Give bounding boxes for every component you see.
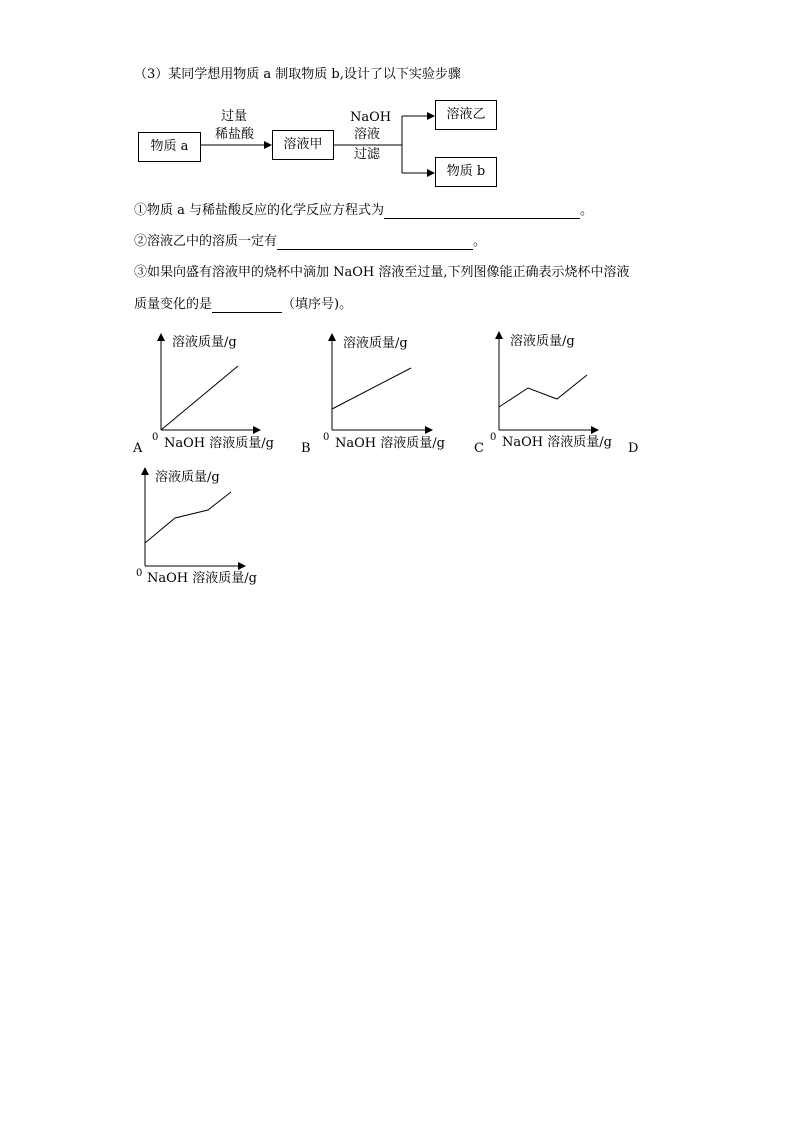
arrow2-label-line2: 溶液 [354, 127, 381, 142]
graph-c-xlabel: NaOH 溶液质量/g [502, 435, 612, 450]
graph-a-ylabel: 溶液质量/g [172, 335, 237, 350]
question-3-text: 质量变化的是 [134, 297, 213, 312]
question-2-end: 。 [473, 234, 487, 249]
question-3-line2 [134, 297, 352, 313]
graph-a-line [161, 366, 238, 430]
option-c-label: C [474, 441, 484, 456]
question-2 [134, 234, 486, 250]
answer-blank-3[interactable] [212, 298, 282, 313]
question-1-end: 。 [580, 203, 594, 218]
graph-c-ylabel: 溶液质量/g [510, 334, 575, 349]
graph-d-ylabel: 溶液质量/g [155, 470, 220, 485]
graph-b-ylabel: 溶液质量/g [343, 336, 408, 351]
box-solution-jia: 溶液甲 [272, 130, 334, 160]
arrow2-label-line1: NaOH [350, 110, 392, 125]
option-b-label: B [301, 441, 311, 456]
box-solution-yi: 溶液乙 [435, 100, 497, 130]
arrow1-label-top: 过量 [221, 109, 248, 124]
question-1 [134, 203, 593, 219]
question-3-end: （填序号)。 [282, 297, 353, 312]
question-3-line1: ③如果向盛有溶液甲的烧杯中滴加 NaOH 溶液至过量,下列图像能正确表示烧杯中溶液 [134, 265, 630, 280]
box-substance-a: 物质 a [138, 132, 201, 162]
question-2-text: ②溶液乙中的溶质一定有 [134, 234, 278, 249]
graph-c-line [499, 375, 587, 407]
graph-a-xlabel: NaOH 溶液质量/g [164, 436, 274, 451]
question-1-text: ①物质 a 与稀盐酸反应的化学反应方程式为 [134, 203, 385, 218]
graph-d-xlabel: NaOH 溶液质量/g [147, 571, 257, 586]
graph-b-origin: 0 [323, 432, 330, 443]
answer-blank-1[interactable] [384, 204, 580, 219]
graph-a-origin: 0 [152, 432, 159, 443]
arrow1-label-bottom: 稀盐酸 [215, 127, 255, 142]
graph-c-origin: 0 [490, 432, 497, 443]
answer-blank-2[interactable] [277, 235, 473, 250]
graph-d-line [145, 492, 231, 543]
graph-d-origin: 0 [136, 568, 143, 579]
option-a-label: A [133, 441, 143, 456]
option-d-label: D [628, 441, 639, 456]
graph-b-xlabel: NaOH 溶液质量/g [335, 436, 445, 451]
graph-b-line [332, 368, 411, 409]
box-substance-b: 物质 b [435, 157, 497, 187]
question-intro: （3）某同学想用物质 a 制取物质 b,设计了以下实验步骤 [134, 67, 461, 82]
arrow2-label-line3: 过滤 [354, 147, 381, 162]
